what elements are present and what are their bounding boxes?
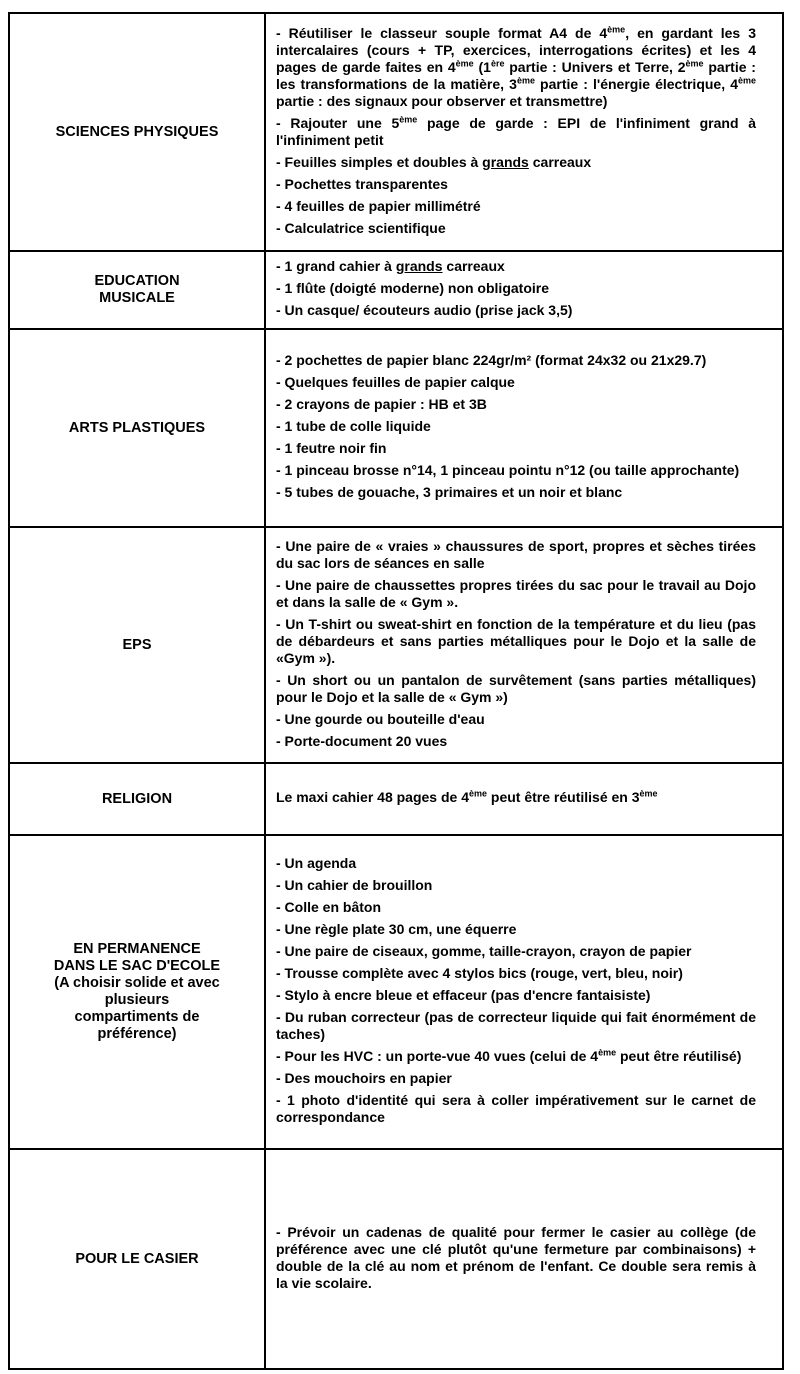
supplies-cell [265, 13, 783, 251]
list-item: - Prévoir un cadenas de qualité pour fermer le casier au collège (de préférence avec une clé plutôt qu'une fermeture par combinaisons) + double de la clé au nom et prénom de l'enfant. Ce double sera remis à la vie scolaire. [276, 1223, 756, 1291]
subject-cell [9, 13, 265, 251]
subject-cell [9, 527, 265, 763]
list-item: - Pochettes transparentes [276, 175, 448, 192]
list-item: - 1 photo d'identité qui sera à coller impérativement sur le carnet de correspondance [276, 1092, 756, 1125]
subject-label: MUSICALE [99, 290, 175, 306]
list-item: - 1 pinceau brosse n°14, 1 pinceau pointu n°12 (ou taille approchante) [276, 462, 740, 478]
list-item: - Une règle plate 30 cm, une équerre [276, 921, 517, 937]
subject-label: EPS [122, 636, 152, 653]
supplies-cell [265, 527, 783, 763]
supply-list-body [9, 13, 783, 1369]
list-item: - Des mouchoirs en papier [276, 1070, 452, 1086]
supplies-cell [265, 1149, 783, 1369]
subject-label: SCIENCES PHYSIQUES [55, 123, 219, 140]
subject-cell [9, 835, 265, 1149]
list-item: - Pour les HVC : un porte-vue 40 vues (celui de 4ème peut être réutilisé) [276, 1047, 742, 1064]
list-item: - Quelques feuilles de papier calque [276, 374, 515, 390]
table-row [9, 13, 783, 251]
table-row [9, 329, 783, 527]
list-item: - Une paire de « vraies » chaussures de sport, propres et sèches tirées du sac lors de séances en salle [276, 537, 756, 571]
list-item: - Du ruban correcteur (pas de correcteur liquide qui fait énormément de taches) [276, 1009, 756, 1042]
list-item: - Calculatrice scientifique [276, 219, 446, 236]
list-item: - Une paire de ciseaux, gomme, taille-crayon, crayon de papier [276, 943, 692, 959]
list-item: Le maxi cahier 48 pages de 4ème peut être réutilisé en 3ème [276, 788, 658, 805]
list-item: - Un agenda [276, 855, 357, 871]
supplies-cell [265, 835, 783, 1149]
table-row [9, 1149, 783, 1369]
table-row [9, 763, 783, 835]
list-item: - 1 flûte (doigté moderne) non obligatoire [276, 280, 549, 296]
subject-cell [9, 329, 265, 527]
list-item: - 1 tube de colle liquide [276, 418, 431, 434]
subject-cell [9, 763, 265, 835]
list-item: - 2 crayons de papier : HB et 3B [276, 396, 487, 412]
supplies-cell [265, 763, 783, 835]
list-item: - Un short ou un pantalon de survêtement (sans parties métalliques) pour le Dojo et la salle de « Gym ») [276, 671, 756, 705]
list-item: - 4 feuilles de papier millimétré [276, 197, 481, 214]
list-item: - Colle en bâton [276, 899, 381, 915]
list-item: - Stylo à encre bleue et effaceur (pas d'encre fantaisiste) [276, 987, 651, 1003]
supply-list-table [8, 12, 784, 1370]
subject-label: (A choisir solide et avec [54, 975, 220, 991]
list-item: - Feuilles simples et doubles à grands carreaux [276, 153, 592, 170]
list-item: - 5 tubes de gouache, 3 primaires et un noir et blanc [276, 484, 623, 500]
list-item: - Un T-shirt ou sweat-shirt en fonction de la température et du lieu (pas de débardeurs et sans parties métalliques pour le Dojo et la salle de «Gym »). [276, 615, 756, 666]
list-item: - 1 feutre noir fin [276, 440, 387, 456]
list-item: - 1 grand cahier à grands carreaux [276, 258, 505, 274]
table-row [9, 835, 783, 1149]
list-item: - Porte-document 20 vues [276, 732, 448, 749]
subject-label: EDUCATION [94, 273, 180, 289]
supplies-cell [265, 329, 783, 527]
subject-label: RELIGION [101, 790, 173, 807]
list-item: - Rajouter une 5ème page de garde : EPI de l'infiniment grand à l'infiniment petit [276, 113, 756, 148]
subject-label: compartiments de [74, 1009, 200, 1025]
subject-label: POUR LE CASIER [75, 1250, 199, 1267]
subject-cell [9, 251, 265, 329]
subject-label: DANS LE SAC D'ECOLE [53, 958, 221, 974]
list-item: - 2 pochettes de papier blanc 224gr/m² (format 24x32 ou 21x29.7) [276, 352, 707, 368]
list-item: - Trousse complète avec 4 stylos bics (rouge, vert, bleu, noir) [276, 965, 683, 981]
list-item: - Une paire de chaussettes propres tirées du sac pour le travail au Dojo et dans la salle de « Gym ». [276, 576, 756, 610]
subject-cell [9, 1149, 265, 1369]
table-row [9, 527, 783, 763]
list-item: - Un casque/ écouteurs audio (prise jack 3,5) [276, 302, 573, 318]
subject-label: plusieurs [104, 992, 170, 1008]
table-row [9, 251, 783, 329]
subject-label: préférence) [97, 1026, 177, 1042]
supplies-cell [265, 251, 783, 329]
subject-label: EN PERMANENCE [73, 941, 201, 957]
list-item: - Une gourde ou bouteille d'eau [276, 710, 485, 727]
subject-label: ARTS PLASTIQUES [68, 419, 206, 436]
list-item: - Réutiliser le classeur souple format A4 de 4ème, en gardant les 3 intercalaires (cours + TP, exercices, interrogations écrites) et les 4 pages de garde faites en 4ème (1ère partie : Univers et Terre, 2ème partie : les transformations de la matière, 3ème partie : l'énergie électrique, 4ème partie : des signaux pour observer et transmettre) [276, 23, 757, 109]
list-item: - Un cahier de brouillon [276, 877, 433, 893]
